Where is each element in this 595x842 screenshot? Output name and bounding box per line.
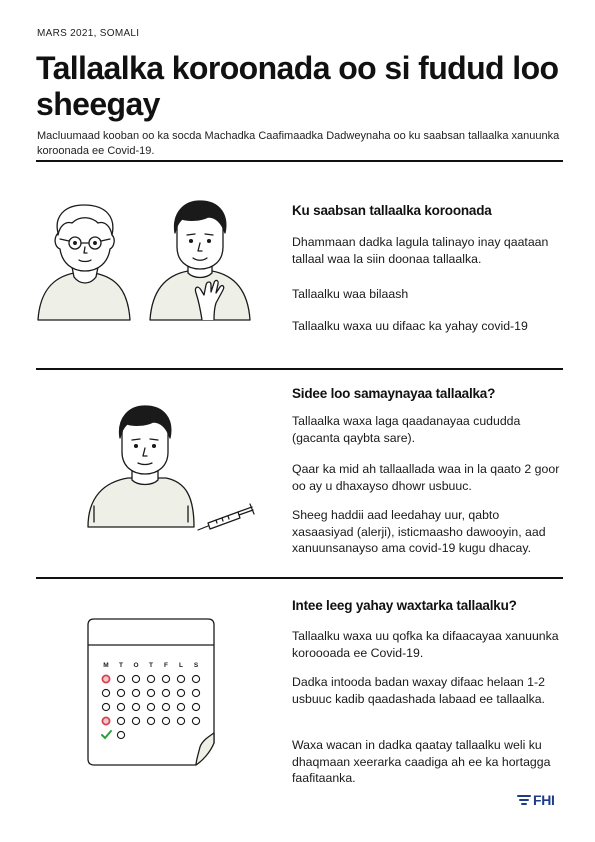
day-dot bbox=[177, 717, 184, 724]
weekday-label: L bbox=[179, 662, 183, 669]
day-dot bbox=[192, 689, 199, 696]
weekday-label: S bbox=[193, 662, 199, 669]
day-dot bbox=[117, 675, 124, 682]
fhi-logo-text: FHI bbox=[533, 792, 555, 808]
man-figure bbox=[150, 201, 250, 320]
day-dot bbox=[177, 675, 184, 682]
section-3-paragraph: Dadka intooda badan waxay difaac helaan 1-2 usbuuc kadib qaadashada labaad ee tallaalka. bbox=[292, 675, 545, 706]
day-dot bbox=[117, 731, 124, 738]
calendar-illustration bbox=[84, 615, 224, 775]
day-dot bbox=[117, 717, 124, 724]
section-2-paragraph: Qaar ka mid ah tallaallada waa in la qaato 2 goor oo ay u dhaxayso dhowr usbuuc. bbox=[292, 462, 560, 493]
day-dot bbox=[192, 675, 199, 682]
marked-day-dot bbox=[102, 675, 109, 682]
weekday-label: T bbox=[119, 662, 123, 669]
weekday-label: M bbox=[103, 662, 109, 669]
day-dot bbox=[162, 703, 169, 710]
fhi-logo bbox=[517, 792, 555, 808]
day-dot bbox=[147, 703, 154, 710]
weekday-label: O bbox=[133, 662, 139, 669]
day-dot bbox=[162, 689, 169, 696]
day-dot bbox=[147, 689, 154, 696]
section-3-heading: Intee leeg yahay waxtarka tallaalku? bbox=[292, 598, 517, 613]
day-dot bbox=[117, 703, 124, 710]
weekday-label: T bbox=[149, 662, 153, 669]
day-dot bbox=[132, 703, 139, 710]
day-dot bbox=[147, 717, 154, 724]
day-dot bbox=[132, 675, 139, 682]
section-1-paragraph: Dhammaan dadka lagula talinayo inay qaataan tallaal waa la siin doonaa tallaalka. bbox=[292, 235, 549, 266]
intro-text: Macluumaad kooban oo ka socda Machadka Caafimaadka Dadweynaha oo ku saabsan tallaalka xanuunka koroonada ee Covid-19. bbox=[37, 130, 560, 157]
day-dot bbox=[177, 703, 184, 710]
day-dot bbox=[132, 717, 139, 724]
day-dot bbox=[102, 703, 109, 710]
day-dot bbox=[192, 703, 199, 710]
marked-day-dot bbox=[102, 717, 109, 724]
fhi-logo-icon bbox=[517, 793, 531, 807]
man-figure bbox=[88, 406, 194, 527]
day-dot bbox=[102, 689, 109, 696]
section-1-paragraph: Tallaalku waxa uu difaac ka yahay covid-19 bbox=[292, 319, 528, 333]
divider bbox=[36, 160, 563, 162]
section-1-heading: Ku saabsan tallaalka koroonada bbox=[292, 203, 492, 218]
section-3-paragraph: Waxa wacan in dadka qaatay tallaalku weli ku dhaqmaan xeerarka caadiga ah ee ka hortagga faafitaanka. bbox=[292, 738, 551, 785]
page-title: Tallaalka koroonada oo si fudud loo sheegay bbox=[36, 50, 559, 122]
section-2-heading: Sidee loo samaynayaa tallaalka? bbox=[292, 386, 496, 401]
day-dot bbox=[177, 689, 184, 696]
day-dot bbox=[117, 689, 124, 696]
section-3-paragraph: Tallaalku waxa uu qofka ka difaacayaa xanuunka koroooada ee Covid-19. bbox=[292, 629, 559, 660]
section-2-paragraph: Sheeg haddii aad leedahay uur, qabto xasaasiyad (alerji), isticmaasho dawooyin, aad xanuunsanayso ama covid-19 kugu dhacay. bbox=[292, 508, 546, 555]
day-dot bbox=[132, 689, 139, 696]
day-dot bbox=[147, 675, 154, 682]
elderly-woman-figure bbox=[38, 205, 130, 320]
divider bbox=[36, 577, 563, 579]
meta-line: MARS 2021, SOMALI bbox=[37, 28, 140, 39]
section-1-paragraph: Tallaalku waa bilaash bbox=[292, 287, 409, 301]
vaccination-illustration bbox=[82, 402, 272, 537]
section-2-paragraph: Tallaalka waxa laga qaadanayaa cududda (gacanta qaybta sare). bbox=[292, 414, 521, 445]
divider bbox=[36, 368, 563, 370]
people-illustration bbox=[36, 195, 276, 330]
syringe-icon bbox=[198, 504, 254, 530]
weekday-label: F bbox=[164, 662, 168, 669]
day-dot bbox=[162, 675, 169, 682]
day-dot bbox=[162, 717, 169, 724]
day-dot bbox=[192, 717, 199, 724]
